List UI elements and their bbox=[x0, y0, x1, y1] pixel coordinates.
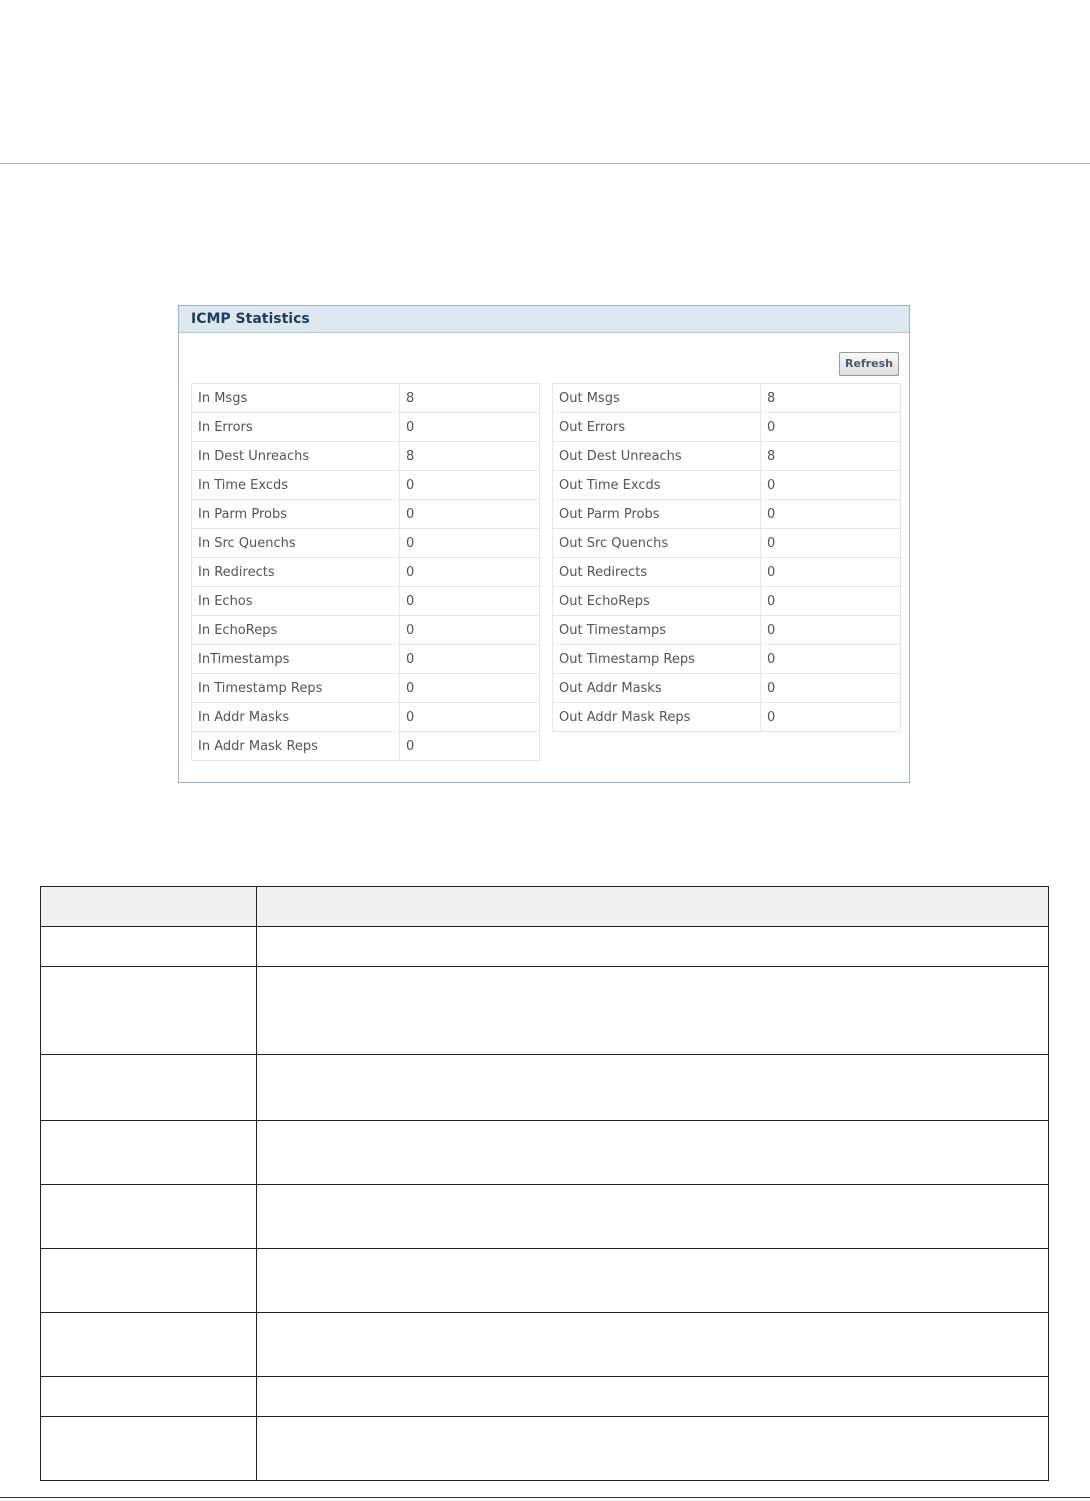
stat-label: In Redirects bbox=[192, 558, 400, 587]
table-row bbox=[192, 732, 540, 761]
stat-label: In Msgs bbox=[192, 384, 400, 413]
stat-value: 0 bbox=[400, 703, 540, 732]
stat-value: 0 bbox=[761, 529, 901, 558]
stat-value: 0 bbox=[400, 732, 540, 761]
table-row bbox=[192, 442, 540, 471]
stat-label: In Addr Mask Reps bbox=[192, 732, 400, 761]
table-row bbox=[192, 674, 540, 703]
table-row bbox=[41, 1417, 1049, 1481]
table-cell bbox=[41, 967, 257, 1055]
stat-label: Out Addr Masks bbox=[553, 674, 761, 703]
table-row bbox=[192, 529, 540, 558]
stat-label: In Time Excds bbox=[192, 471, 400, 500]
icmp-statistics-panel bbox=[178, 305, 910, 783]
stat-value: 0 bbox=[761, 471, 901, 500]
table-row bbox=[192, 384, 540, 413]
stat-label: In Errors bbox=[192, 413, 400, 442]
table-row bbox=[553, 500, 901, 529]
stat-value: 0 bbox=[761, 500, 901, 529]
stat-label: In Echos bbox=[192, 587, 400, 616]
table-row bbox=[192, 471, 540, 500]
stat-label: Out Time Excds bbox=[553, 471, 761, 500]
table-row bbox=[41, 967, 1049, 1055]
table-cell bbox=[257, 1313, 1049, 1377]
table-row bbox=[192, 703, 540, 732]
stat-value: 0 bbox=[761, 616, 901, 645]
table-cell bbox=[41, 1417, 257, 1481]
out-stats-table bbox=[552, 383, 901, 732]
table-cell bbox=[257, 1055, 1049, 1121]
table-cell bbox=[41, 1185, 257, 1249]
table-row bbox=[192, 413, 540, 442]
stat-value: 8 bbox=[761, 384, 901, 413]
stat-label: Out Timestamps bbox=[553, 616, 761, 645]
stat-value: 0 bbox=[400, 413, 540, 442]
table-row bbox=[192, 500, 540, 529]
table-row bbox=[553, 529, 901, 558]
table-cell bbox=[41, 1249, 257, 1313]
table-row bbox=[553, 471, 901, 500]
stat-label: In Dest Unreachs bbox=[192, 442, 400, 471]
stat-value: 0 bbox=[400, 616, 540, 645]
stat-value: 8 bbox=[400, 442, 540, 471]
table-row bbox=[41, 1055, 1049, 1121]
table-cell bbox=[257, 1377, 1049, 1417]
header-cell bbox=[257, 887, 1049, 927]
table-row bbox=[41, 1185, 1049, 1249]
table-row bbox=[41, 927, 1049, 967]
table-row bbox=[553, 587, 901, 616]
table-row bbox=[553, 384, 901, 413]
panel-title: ICMP Statistics bbox=[179, 306, 909, 333]
stat-value: 0 bbox=[761, 674, 901, 703]
description-table bbox=[40, 886, 1049, 1481]
stat-label: Out Parm Probs bbox=[553, 500, 761, 529]
stat-label: In Timestamp Reps bbox=[192, 674, 400, 703]
table-cell bbox=[41, 927, 257, 967]
stat-value: 0 bbox=[400, 587, 540, 616]
table-cell bbox=[41, 1313, 257, 1377]
stat-label: Out Msgs bbox=[553, 384, 761, 413]
stat-label: Out EchoReps bbox=[553, 587, 761, 616]
table-cell bbox=[257, 1121, 1049, 1185]
table-cell bbox=[257, 927, 1049, 967]
stat-label: Out Src Quenchs bbox=[553, 529, 761, 558]
stat-label: Out Errors bbox=[553, 413, 761, 442]
stat-value: 0 bbox=[400, 674, 540, 703]
stat-value: 0 bbox=[761, 645, 901, 674]
table-cell bbox=[257, 1417, 1049, 1481]
table-row bbox=[41, 1121, 1049, 1185]
stat-label: In Addr Masks bbox=[192, 703, 400, 732]
stat-value: 0 bbox=[761, 587, 901, 616]
bottom-divider bbox=[0, 1497, 1090, 1498]
stat-value: 0 bbox=[761, 413, 901, 442]
table-cell bbox=[41, 1121, 257, 1185]
stat-label: Out Dest Unreachs bbox=[553, 442, 761, 471]
table-row bbox=[553, 558, 901, 587]
table-row bbox=[553, 442, 901, 471]
stat-label: Out Timestamp Reps bbox=[553, 645, 761, 674]
table-row bbox=[553, 674, 901, 703]
in-stats-table bbox=[191, 383, 540, 761]
stat-label: Out Addr Mask Reps bbox=[553, 703, 761, 732]
table-header-row bbox=[41, 887, 1049, 927]
table-cell bbox=[257, 1185, 1049, 1249]
stat-label: In Src Quenchs bbox=[192, 529, 400, 558]
stat-value: 0 bbox=[400, 500, 540, 529]
table-cell bbox=[41, 1055, 257, 1121]
stat-label: In Parm Probs bbox=[192, 500, 400, 529]
table-cell bbox=[41, 1377, 257, 1417]
table-row bbox=[192, 616, 540, 645]
table-row bbox=[192, 587, 540, 616]
top-divider bbox=[0, 163, 1090, 164]
table-row bbox=[192, 645, 540, 674]
stat-label: In EchoReps bbox=[192, 616, 400, 645]
table-cell bbox=[257, 1249, 1049, 1313]
stat-value: 8 bbox=[761, 442, 901, 471]
table-row bbox=[41, 1313, 1049, 1377]
stat-label: Out Redirects bbox=[553, 558, 761, 587]
header-cell bbox=[41, 887, 257, 927]
table-row bbox=[192, 558, 540, 587]
stat-label: InTimestamps bbox=[192, 645, 400, 674]
table-row bbox=[553, 413, 901, 442]
table-row bbox=[41, 1249, 1049, 1313]
stat-value: 0 bbox=[400, 471, 540, 500]
stat-value: 0 bbox=[761, 558, 901, 587]
stat-value: 0 bbox=[400, 529, 540, 558]
table-cell bbox=[257, 967, 1049, 1055]
stat-value: 0 bbox=[400, 645, 540, 674]
stat-value: 8 bbox=[400, 384, 540, 413]
table-row bbox=[553, 645, 901, 674]
refresh-button[interactable]: Refresh bbox=[839, 352, 899, 376]
stat-value: 0 bbox=[761, 703, 901, 732]
stat-value: 0 bbox=[400, 558, 540, 587]
table-row bbox=[553, 616, 901, 645]
table-row bbox=[553, 703, 901, 732]
table-row bbox=[41, 1377, 1049, 1417]
